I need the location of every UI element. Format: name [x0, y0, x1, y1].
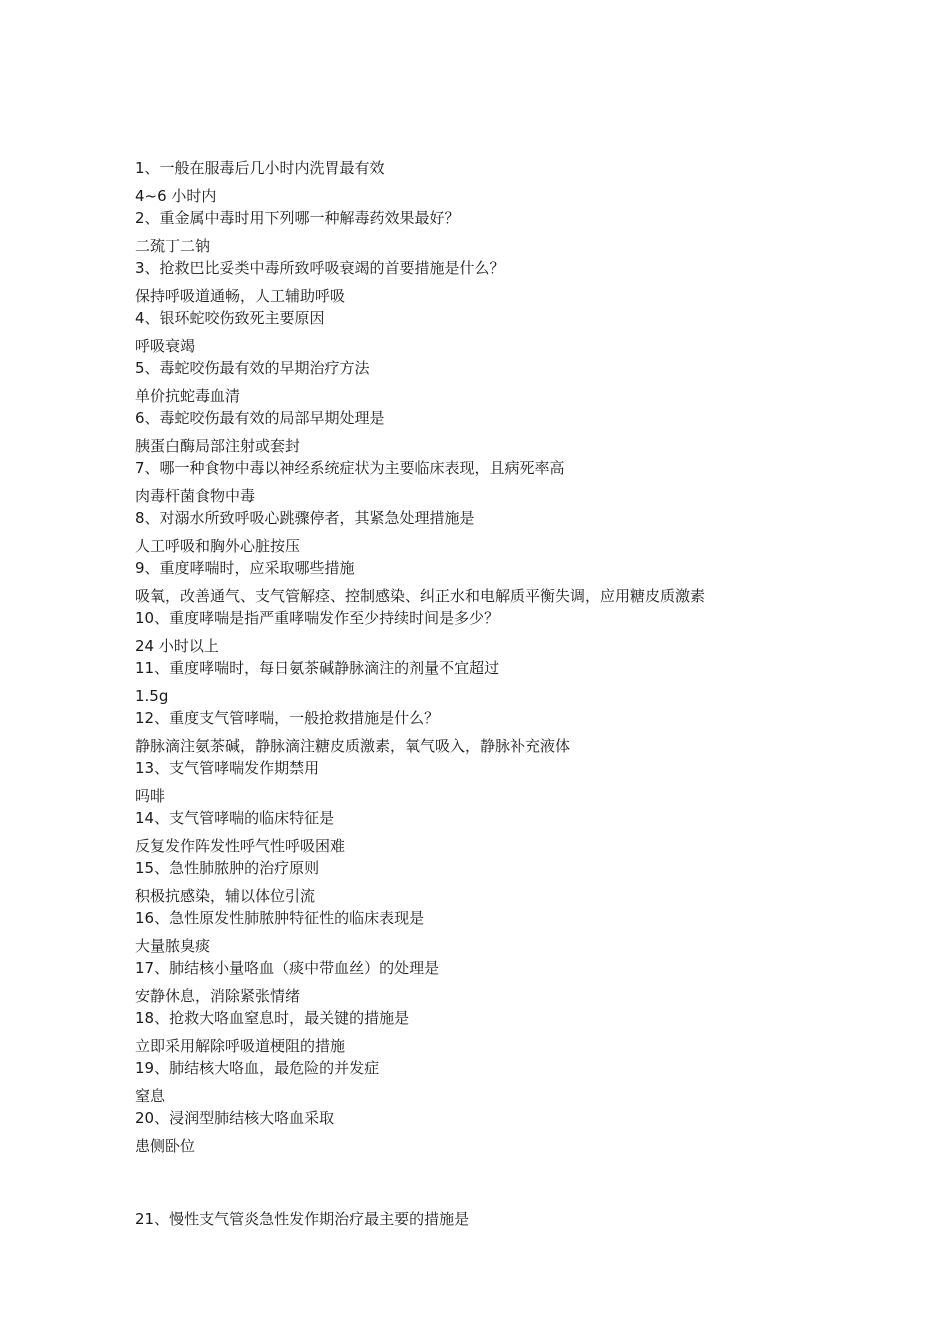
qa-item — [135, 507, 835, 557]
question-text: 5、毒蛇咬伤最有效的早期治疗方法 — [135, 359, 370, 377]
question-text: 10、重度哮喘是指严重哮喘发作至少持续时间是多少？ — [135, 609, 500, 627]
question-text: 1、一般在服毒后几小时内洗胃最有效 — [135, 159, 385, 177]
answer-text: 二巯丁二钠 — [135, 237, 211, 255]
question-text: 8、对溺水所致呼吸心跳骤停者，其紧急处理措施是 — [135, 509, 475, 527]
answer-text: 呼吸衰竭 — [135, 337, 196, 355]
question-text: 11、重度哮喘时，每日氨茶碱静脉滴注的剂量不宜超过 — [135, 659, 500, 677]
question-text: 19、肺结核大咯血，最危险的并发症 — [135, 1059, 380, 1077]
qa-item — [135, 1057, 835, 1107]
answer-text: 24 小时以上 — [135, 637, 219, 655]
question-text: 3、抢救巴比妥类中毒所致呼吸衰竭的首要措施是什么？ — [135, 259, 505, 277]
answer-text: 反复发作阵发性呼气性呼吸困难 — [135, 837, 346, 855]
qa-item — [135, 157, 835, 207]
question-21: 21、慢性支气管炎急性发作期治疗最主要的措施是 — [135, 1210, 470, 1228]
question-text: 18、抢救大咯血窒息时，最关键的措施是 — [135, 1009, 410, 1027]
question-text: 15、急性肺脓肿的治疗原则 — [135, 859, 320, 877]
qa-item — [135, 707, 835, 757]
question-text: 7、哪一种食物中毒以神经系统症状为主要临床表现，且病死率高 — [135, 459, 565, 477]
question-text: 13、支气管哮喘发作期禁用 — [135, 759, 320, 777]
qa-item — [135, 757, 835, 807]
answer-text: 吸氧，改善通气、支气管解痉、控制感染、纠正水和电解质平衡失调，应用糖皮质激素 — [135, 587, 706, 605]
answer-text: 窒息 — [135, 1087, 166, 1105]
question-text: 16、急性原发性肺脓肿特征性的临床表现是 — [135, 909, 425, 927]
qa-item — [135, 807, 835, 857]
qa-item — [135, 207, 835, 257]
answer-text: 保持呼吸道通畅，人工辅助呼吸 — [135, 287, 346, 305]
answer-text: 吗啡 — [135, 787, 166, 805]
qa-item — [135, 557, 835, 607]
qa-item — [135, 1107, 835, 1157]
answer-text: 大量脓臭痰 — [135, 937, 211, 955]
question-text: 4、银环蛇咬伤致死主要原因 — [135, 309, 325, 327]
qa-item — [135, 607, 835, 657]
answer-text: 患侧卧位 — [135, 1137, 196, 1155]
answer-text: 静脉滴注氨茶碱，静脉滴注糖皮质激素，氧气吸入，静脉补充液体 — [135, 737, 571, 755]
qa-item — [135, 357, 835, 407]
question-text: 14、支气管哮喘的临床特征是 — [135, 809, 335, 827]
question-text: 20、浸润型肺结核大咯血采取 — [135, 1109, 335, 1127]
answer-text: 人工呼吸和胸外心脏按压 — [135, 537, 301, 555]
qa-item — [135, 857, 835, 907]
answer-text: 安静休息，消除紧张情绪 — [135, 987, 301, 1005]
qa-list — [135, 157, 835, 1157]
question-text: 12、重度支气管哮喘，一般抢救措施是什么？ — [135, 709, 440, 727]
qa-item — [135, 1007, 835, 1057]
answer-text: 单价抗蛇毒血清 — [135, 387, 241, 405]
answer-text: 积极抗感染，辅以体位引流 — [135, 887, 316, 905]
question-text: 2、重金属中毒时用下列哪一种解毒药效果最好？ — [135, 209, 460, 227]
answer-text: 1.5g — [135, 687, 169, 705]
qa-item — [135, 657, 835, 707]
answer-text: 4~6 小时内 — [135, 187, 217, 205]
qa-item — [135, 257, 835, 307]
answer-text: 胰蛋白酶局部注射或套封 — [135, 437, 301, 455]
answer-text: 肉毒杆菌食物中毒 — [135, 487, 256, 505]
qa-item — [135, 907, 835, 957]
qa-item — [135, 957, 835, 1007]
question-text: 6、毒蛇咬伤最有效的局部早期处理是 — [135, 409, 385, 427]
qa-item — [135, 307, 835, 357]
qa-item — [135, 457, 835, 507]
question-text: 9、重度哮喘时，应采取哪些措施 — [135, 559, 355, 577]
question-text: 17、肺结核小量咯血（痰中带血丝）的处理是 — [135, 959, 440, 977]
answer-text: 立即采用解除呼吸道梗阻的措施 — [135, 1037, 346, 1055]
qa-item — [135, 407, 835, 457]
